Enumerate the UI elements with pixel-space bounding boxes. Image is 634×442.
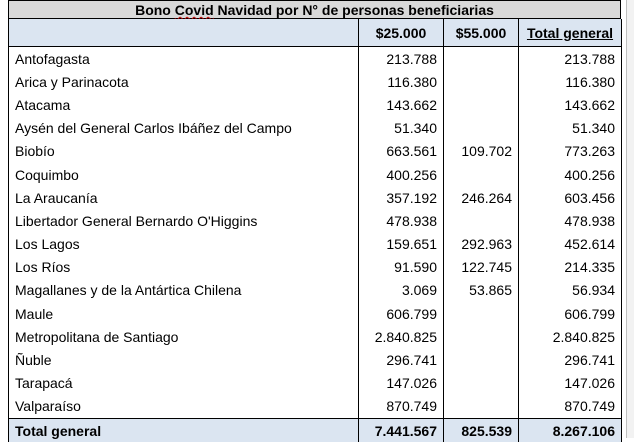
total-cell[interactable]: 773.263 (519, 140, 622, 163)
value-55000-cell[interactable] (444, 93, 519, 116)
value-25000-cell[interactable]: 213.788 (359, 47, 444, 71)
header-25000[interactable]: $25.000 (359, 19, 444, 47)
value-25000-cell[interactable]: 606.799 (359, 302, 444, 325)
total-cell[interactable]: 116.380 (519, 70, 622, 93)
total-cell[interactable]: 870.749 (519, 395, 622, 419)
table-row (9, 372, 622, 395)
total-cell[interactable]: 606.799 (519, 302, 622, 325)
region-cell[interactable]: Coquimbo (9, 163, 359, 186)
value-55000-cell[interactable] (444, 372, 519, 395)
total-cell[interactable]: 147.026 (519, 372, 622, 395)
value-25000-cell[interactable]: 116.380 (359, 70, 444, 93)
total-cell[interactable]: 213.788 (519, 47, 622, 71)
value-25000-cell[interactable]: 478.938 (359, 209, 444, 232)
totals-55000[interactable]: 825.539 (444, 419, 519, 442)
value-25000-cell[interactable]: 51.340 (359, 117, 444, 140)
region-cell[interactable]: Los Lagos (9, 233, 359, 256)
region-cell[interactable]: Metropolitana de Santiago (9, 325, 359, 348)
value-25000-cell[interactable]: 91.590 (359, 256, 444, 279)
title-covid-word: Covid (175, 2, 214, 18)
value-55000-cell[interactable]: 292.963 (444, 233, 519, 256)
table-row (9, 348, 622, 371)
total-cell[interactable]: 296.741 (519, 348, 622, 371)
header-row (9, 19, 622, 47)
title-prefix: Bono (135, 2, 175, 18)
table-body (9, 47, 622, 419)
value-25000-cell[interactable]: 663.561 (359, 140, 444, 163)
table-row (9, 325, 622, 348)
table-row (9, 256, 622, 279)
table-row (9, 117, 622, 140)
title-suffix: Navidad por N° de personas beneficiarias (214, 2, 494, 18)
total-cell[interactable]: 603.456 (519, 186, 622, 209)
total-cell[interactable]: 400.256 (519, 163, 622, 186)
table-row (9, 47, 622, 71)
table-row (9, 233, 622, 256)
region-cell[interactable]: Libertador General Bernardo O'Higgins (9, 209, 359, 232)
total-cell[interactable]: 143.662 (519, 93, 622, 116)
region-cell[interactable]: Magallanes y de la Antártica Chilena (9, 279, 359, 302)
header-55000[interactable]: $55.000 (444, 19, 519, 47)
header-region[interactable] (9, 19, 359, 47)
totals-25000[interactable]: 7.441.567 (359, 419, 444, 442)
value-25000-cell[interactable]: 143.662 (359, 93, 444, 116)
value-55000-cell[interactable] (444, 395, 519, 419)
value-55000-cell[interactable] (444, 325, 519, 348)
value-55000-cell[interactable]: 109.702 (444, 140, 519, 163)
region-cell[interactable]: La Araucanía (9, 186, 359, 209)
region-cell[interactable]: Atacama (9, 93, 359, 116)
total-cell[interactable]: 56.934 (519, 279, 622, 302)
value-25000-cell[interactable]: 870.749 (359, 395, 444, 419)
value-25000-cell[interactable]: 296.741 (359, 348, 444, 371)
total-cell[interactable]: 2.840.825 (519, 325, 622, 348)
region-cell[interactable]: Valparaíso (9, 395, 359, 419)
table-row (9, 209, 622, 232)
totals-label[interactable]: Total general (9, 419, 359, 442)
region-cell[interactable]: Antofagasta (9, 47, 359, 71)
value-25000-cell[interactable]: 2.840.825 (359, 325, 444, 348)
beneficiaries-table (8, 19, 622, 442)
table-title (8, 0, 621, 19)
region-cell[interactable]: Arica y Parinacota (9, 70, 359, 93)
value-25000-cell[interactable]: 159.651 (359, 233, 444, 256)
value-55000-cell[interactable]: 53.865 (444, 279, 519, 302)
value-55000-cell[interactable] (444, 302, 519, 325)
value-55000-cell[interactable]: 246.264 (444, 186, 519, 209)
value-55000-cell[interactable] (444, 209, 519, 232)
table-row (9, 395, 622, 419)
value-55000-cell[interactable] (444, 47, 519, 71)
total-cell[interactable]: 478.938 (519, 209, 622, 232)
value-25000-cell[interactable]: 357.192 (359, 186, 444, 209)
header-total-label: Total general (527, 25, 613, 41)
region-cell[interactable]: Ñuble (9, 348, 359, 371)
table-row (9, 93, 622, 116)
value-55000-cell[interactable]: 122.745 (444, 256, 519, 279)
region-cell[interactable]: Maule (9, 302, 359, 325)
table-row (9, 70, 622, 93)
value-55000-cell[interactable] (444, 117, 519, 140)
region-cell[interactable]: Aysén del General Carlos Ibáñez del Campo (9, 117, 359, 140)
total-cell[interactable]: 51.340 (519, 117, 622, 140)
window-edge (626, 0, 634, 438)
region-cell[interactable]: Los Ríos (9, 256, 359, 279)
totals-total[interactable]: 8.267.106 (519, 419, 622, 442)
table-row (9, 163, 622, 186)
table-row (9, 186, 622, 209)
value-55000-cell[interactable] (444, 163, 519, 186)
region-cell[interactable]: Tarapacá (9, 372, 359, 395)
value-25000-cell[interactable]: 3.069 (359, 279, 444, 302)
value-55000-cell[interactable] (444, 70, 519, 93)
value-55000-cell[interactable] (444, 348, 519, 371)
header-total-general[interactable] (519, 19, 622, 47)
table-row (9, 279, 622, 302)
total-cell[interactable]: 452.614 (519, 233, 622, 256)
totals-row (9, 419, 622, 442)
value-25000-cell[interactable]: 147.026 (359, 372, 444, 395)
table-row (9, 302, 622, 325)
table-row (9, 140, 622, 163)
region-cell[interactable]: Biobío (9, 140, 359, 163)
value-25000-cell[interactable]: 400.256 (359, 163, 444, 186)
total-cell[interactable]: 214.335 (519, 256, 622, 279)
